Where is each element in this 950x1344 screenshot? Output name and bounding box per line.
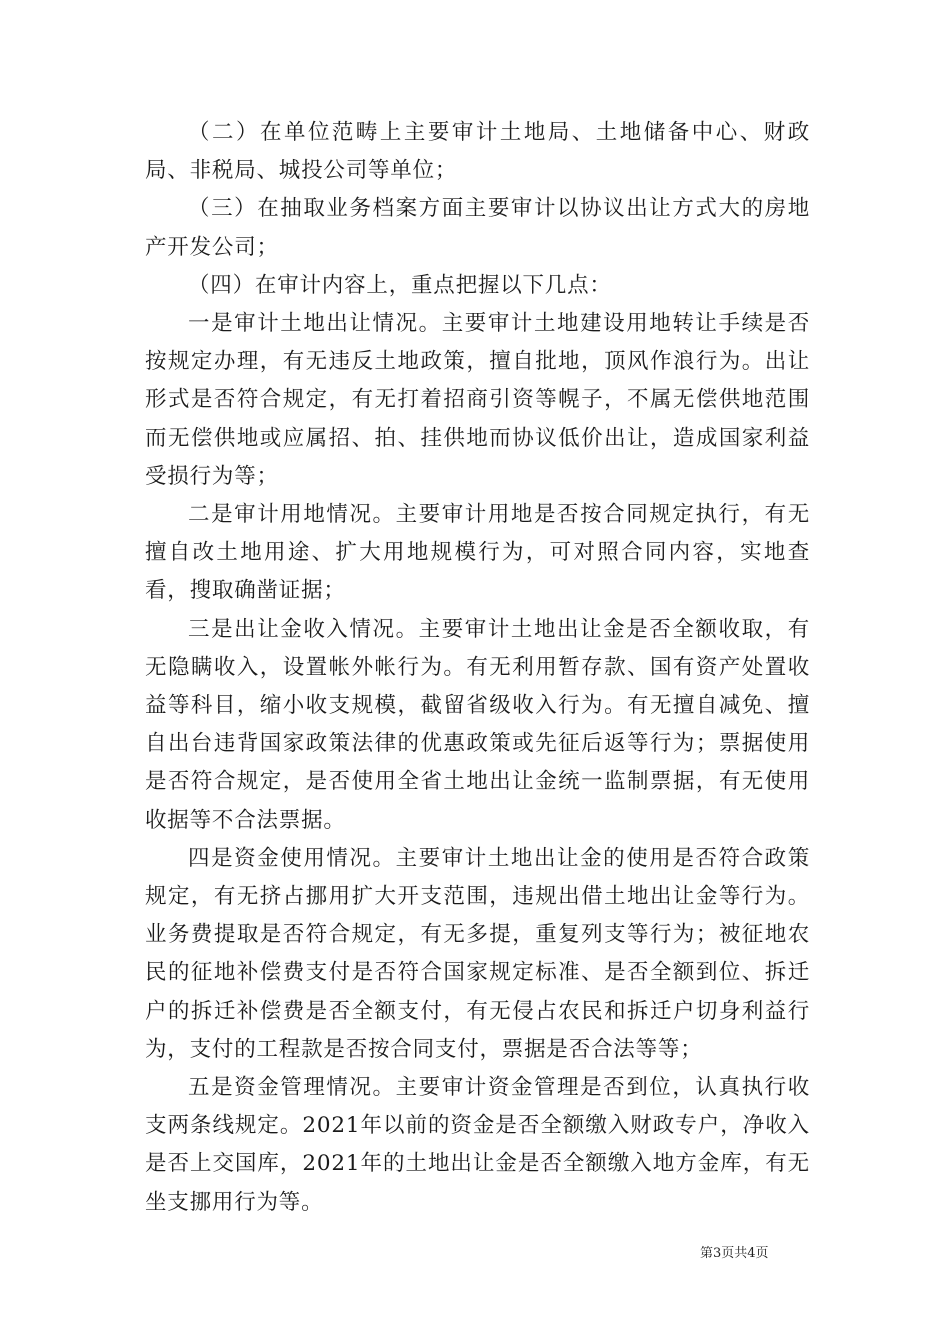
paragraph-transfer-revenue: 三是出让金收入情况。主要审计土地出让金是否全额收取，有无隐瞒收入，设置帐外帐行为。有无利用暂存款、国有资产处置收益等科目，缩小收支规模，截留省级收入行为。有无擅自减免、擅自出台违背国家政策法律的优惠政策或先征后返等行为；票据使用是否符合规定，是否使用全省土地出让金统一监制票据，有无使用收据等不合法票据。: [145, 616, 810, 833]
document-body: [145, 114, 810, 1222]
paragraph-business-archives: （三）在抽取业务档案方面主要审计以协议出让方式大的房地产开发公司；: [145, 196, 810, 260]
page-number: 第3页共4页: [700, 1246, 769, 1261]
paragraph-land-transfer: 一是审计土地出让情况。主要审计土地建设用地转让手续是否按规定办理，有无违反土地政策，擅自批地，顶风作浪行为。出让形式是否符合规定，有无打着招商引资等幌子，不属无偿供地范围而无偿供地或应属招、拍、挂供地而协议低价出让，造成国家利益受损行为等；: [145, 311, 810, 489]
paragraph-fund-management: 五是资金管理情况。主要审计资金管理是否到位，认真执行收支两条线规定。2021年以前的资金是否全额缴入财政专户，净收入是否上交国库，2021年的土地出让金是否全额缴入地方金库，有无坐支挪用行为等。: [145, 1075, 810, 1215]
paragraph-land-use: 二是审计用地情况。主要审计用地是否按合同规定执行，有无擅自改土地用途、扩大用地规模行为，可对照合同内容，实地查看，搜取确凿证据；: [145, 502, 810, 604]
paragraph-fund-usage: 四是资金使用情况。主要审计土地出让金的使用是否符合政策规定，有无挤占挪用扩大开支范围，违规出借土地出让金等行为。业务费提取是否符合规定，有无多提，重复列支等行为；被征地农民的征地补偿费支付是否符合国家规定标准、是否全额到位、拆迁户的拆迁补偿费是否全额支付，有无侵占农民和拆迁户切身利益行为，支付的工程款是否按合同支付，票据是否合法等等；: [145, 845, 810, 1062]
paragraph-audit-content: （四）在审计内容上，重点把握以下几点：: [188, 272, 612, 298]
paragraph-scope-units: （二）在单位范畴上主要审计土地局、土地储备中心、财政局、非税局、城投公司等单位；: [145, 120, 810, 184]
